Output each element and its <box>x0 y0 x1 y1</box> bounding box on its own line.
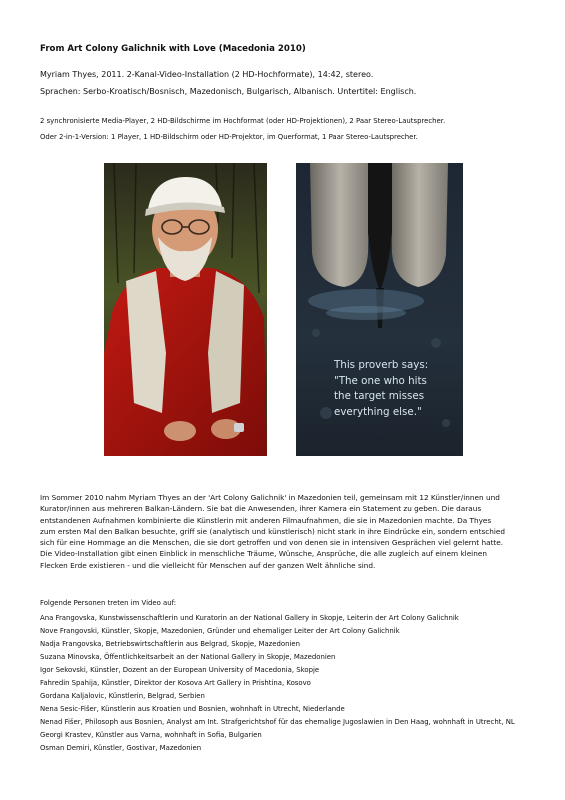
video-still-portrait <box>104 163 267 456</box>
list-item: Nadja Frangovska, Betriebswirtschaftlerin aus Belgrad, Skopje, Mazedonien <box>40 640 301 648</box>
tech-spec-line-1: 2 synchronisierte Media-Player, 2 HD-Bildschirme im Hochformat (oder HD-Projektionen), 2 Paar Stereo-Lautsprecher. <box>40 117 446 125</box>
list-item: Nena Sesic-Fišer, Künstlerin aus Kroatien und Bosnien, wohnhaft in Utrecht, Niederlande <box>40 705 345 713</box>
video-still-stone <box>296 163 463 456</box>
description-paragraph: Im Sommer 2010 nahm Myriam Thyes an der 'Art Colony Galichnik' in Mazedonien teil, gemeinsam mit 12 Künstler/innen und Kurator/innen aus mehreren Balkan-Ländern. Sie bat die Anwesenden, ihrer Kamera ein Statement zu geben. Die daraus entstandenen Aufnahmen kombinierte die Künstlerin mit anderen Filmaufnahmen, die sie in Mazedonien machte. Da Thyes zum ersten Mal den Balkan besuchte, griff sie (analytisch und künstlerisch) nicht stark in ihre Eindrücke ein, sondern entschied sich für eine Hommage an die Menschen, die sie dort getroffen und von denen sie in intensiven Gesprächen viel gelernt hatte. Die Video-Installation gibt einen Einblick in menschliche Träume, Wünsche, Ansprüche, die alle zugleich auf einem kleinen Flecken Erde existieren - und die vielleicht für Menschen auf der ganzen Welt ähnliche sind. <box>40 493 506 570</box>
list-item: Georgi Krastev, Künstler aus Varna, wohnhaft in Sofia, Bulgarien <box>40 731 262 739</box>
list-item: Ana Frangovska, Kunstwissenschaftlerin und Kuratorin an der National Gallery in Skopje, Leiterin der Art Colony Galichnik <box>40 614 459 622</box>
languages-line: Sprachen: Serbo-Kroatisch/Bosnisch, Mazedonisch, Bulgarisch, Albanisch. Untertitel: Englisch. <box>40 87 417 96</box>
list-item: Suzana Minovska, Öffentlichkeitsarbeit an der National Gallery in Skopje, Mazedonien <box>40 653 336 661</box>
still-caption: This proverb says: "The one who hits the target misses everything else." <box>334 359 429 418</box>
list-item: Nove Frangovski, Künstler, Skopje, Mazedonien, Gründer und ehemaliger Leiter der Art Colony Galichnik <box>40 627 400 635</box>
document-title: From Art Colony Galichnik with Love (Macedonia 2010) <box>40 44 306 54</box>
portrait-photo <box>104 163 267 456</box>
list-item: Fahredin Spahija, Künstler, Direktor der Kosova Art Gallery in Prishtina, Kosovo <box>40 679 311 687</box>
list-item: Nenad Fišer, Philosoph aus Bosnien, Analyst am Int. Strafgerichtshof für das ehemalige Jugoslawien in Den Haag, wohnhaft in Utrecht, NL <box>40 718 515 726</box>
tech-spec-line-2: Oder 2-in-1-Version: 1 Player, 1 HD-Bildschirm oder HD-Projektor, im Querformat, 1 Paar Stereo-Lautsprecher. <box>40 133 418 141</box>
credit-line: Myriam Thyes, 2011. 2-Kanal-Video-Installation (2 HD-Hochformate), 14:42, stereo. <box>40 70 374 79</box>
list-item: Gordana Kaljalovic, Künstlerin, Belgrad, Serbien <box>40 692 205 700</box>
people-heading: Folgende Personen treten im Video auf: <box>40 599 177 607</box>
list-item: Osman Demiri, Künstler, Gostivar, Mazedonien <box>40 744 202 752</box>
list-item: Igor Sekovski, Künstler, Dozent an der European University of Macedonia, Skopje <box>40 666 320 674</box>
